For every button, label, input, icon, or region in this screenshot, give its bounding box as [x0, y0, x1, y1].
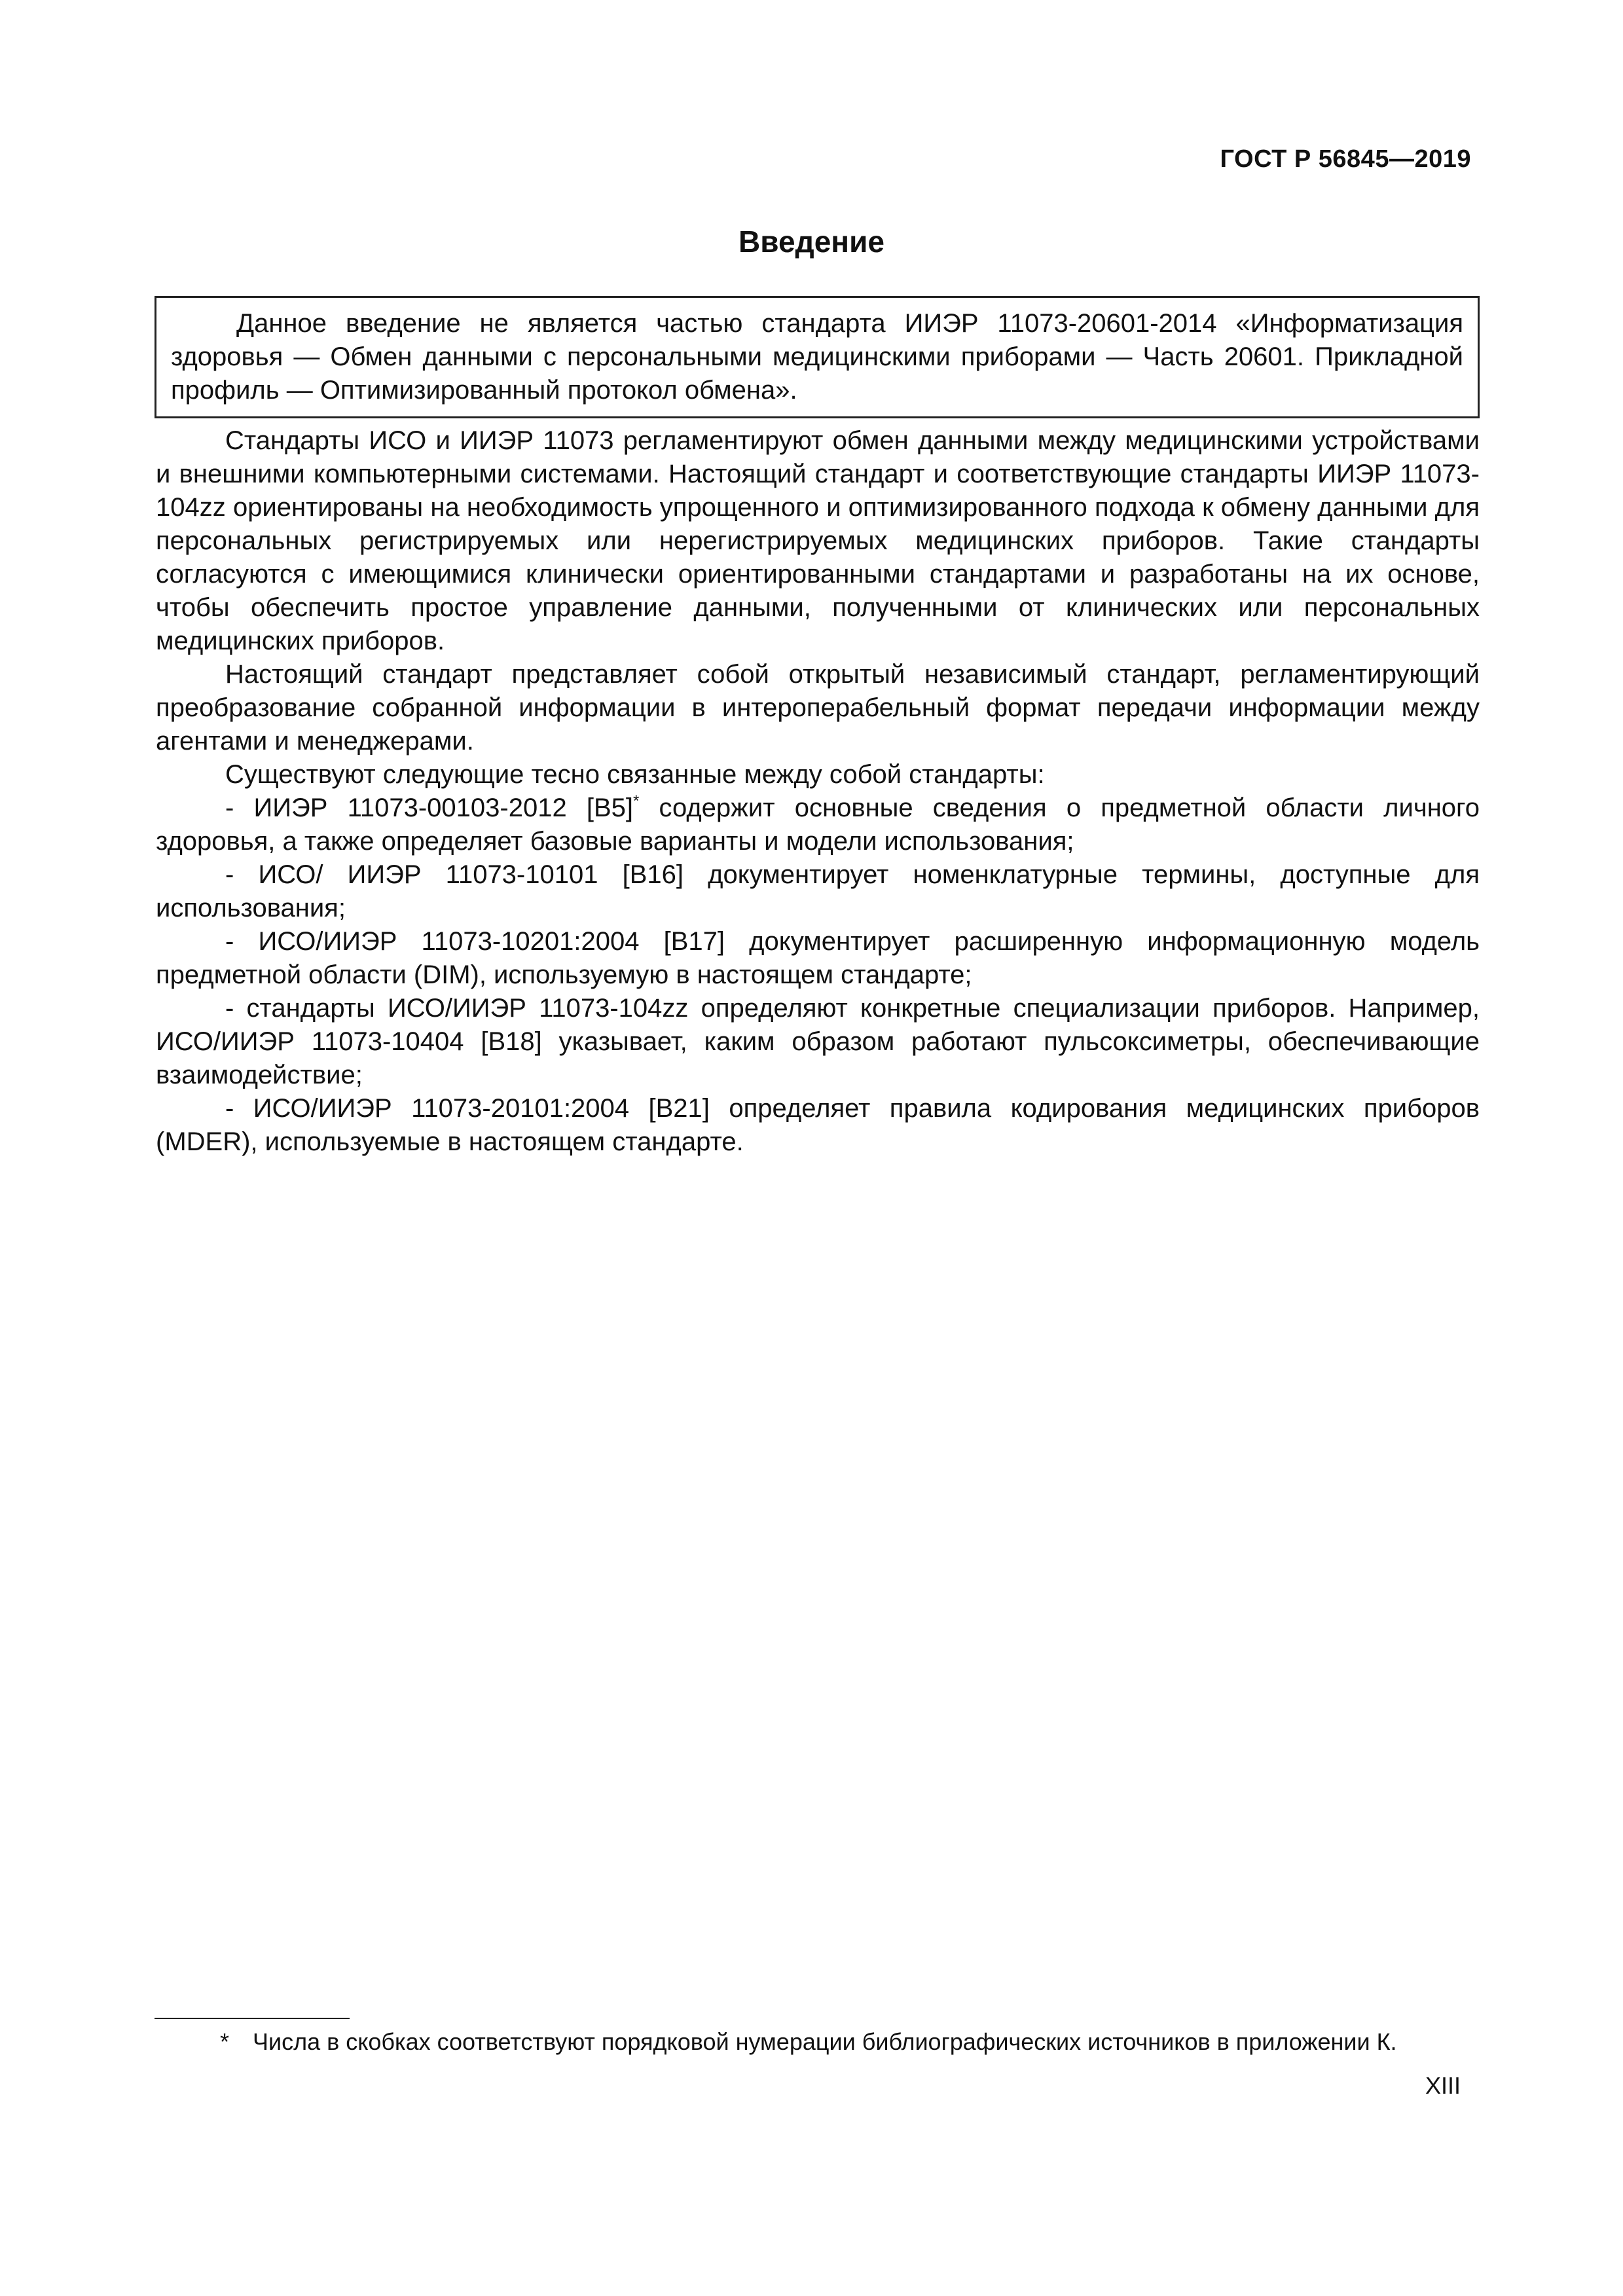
paragraph-purpose: Настоящий стандарт представляет собой открытый независимый стандарт, регламентирующий преобразование собранной информации в интероперабельный формат передачи информации между агентами и менеджерами. [156, 660, 1480, 756]
page-title: Введение [739, 225, 884, 259]
list-item-related-standard: - стандарты ИСО/ИИЭР 11073-104zz определяют конкретные специализации приборов. Например, ИСО/ИИЭР 11073-10404 [B18] указывает, каким образом работают пульсоксиметры, обеспечивающие взаимодействие; [156, 994, 1480, 1089]
footnote-separator [155, 2018, 350, 2019]
footnote-reference: * [633, 792, 640, 810]
footnote-text: Числа в скобках соответствуют порядковой нумерации библиографических источников в приложении К. [253, 2028, 1397, 2055]
list-item-related-standard [156, 792, 1480, 858]
list-item-related-standard: - ИСО/ИИЭР 11073-10201:2004 [B17] документирует расширенную информационную модель предметной области (DIM), используемую в настоящем стандарте; [156, 927, 1480, 989]
page-number: XIII [1425, 2072, 1461, 2099]
list-item-text: - ИИЭР 11073-00103-2012 [B5] [225, 793, 633, 822]
introduction-notice-box: Данное введение не является частью стандарта ИИЭР 11073-20601-2014 «Информатизация здоровья — Обмен данными с персональными медицинскими приборами — Часть 20601. Прикладной профиль — Оптимизированный протокол обмена». [155, 296, 1480, 418]
list-item-related-standard: - ИСО/ ИИЭР 11073-10101 [B16] документирует номенклатурные термины, доступные для использования; [156, 860, 1480, 922]
list-item-related-standard: - ИСО/ИИЭР 11073-20101:2004 [B21] определяет правила кодирования медицинских приборов (MDER), используемые в настоящем стандарте. [156, 1094, 1480, 1156]
paragraph-scope: Стандарты ИСО и ИИЭР 11073 регламентируют обмен данными между медицинскими устройствами и внешними компьютерными системами. Настоящий стандарт и соответствующие стандарты ИИЭР 11073-104zz ориентированы на необходимость упрощенного и оптимизированного подхода к обмену данными для персональных регистрируемых или нерегистрируемых медицинских приборов. Такие стандарты согласуются с имеющимися клинически ориентированными стандартами и разработаны на их основе, чтобы обеспечить простое управление данными, полученными от клинических или персональных медицинских приборов. [156, 426, 1480, 655]
list-item-text: содержит основные сведения о предметной области личного здоровья, а также определяет базовые варианты и модели использования; [156, 793, 1480, 856]
footnote-marker: * [220, 2028, 230, 2055]
standard-number: ГОСТ Р 56845—2019 [1220, 145, 1471, 173]
introduction-body [156, 424, 1480, 1159]
footnote [220, 2027, 1480, 2057]
paragraph-related-standards-intro: Существуют следующие тесно связанные между собой стандарты: [225, 760, 1045, 789]
